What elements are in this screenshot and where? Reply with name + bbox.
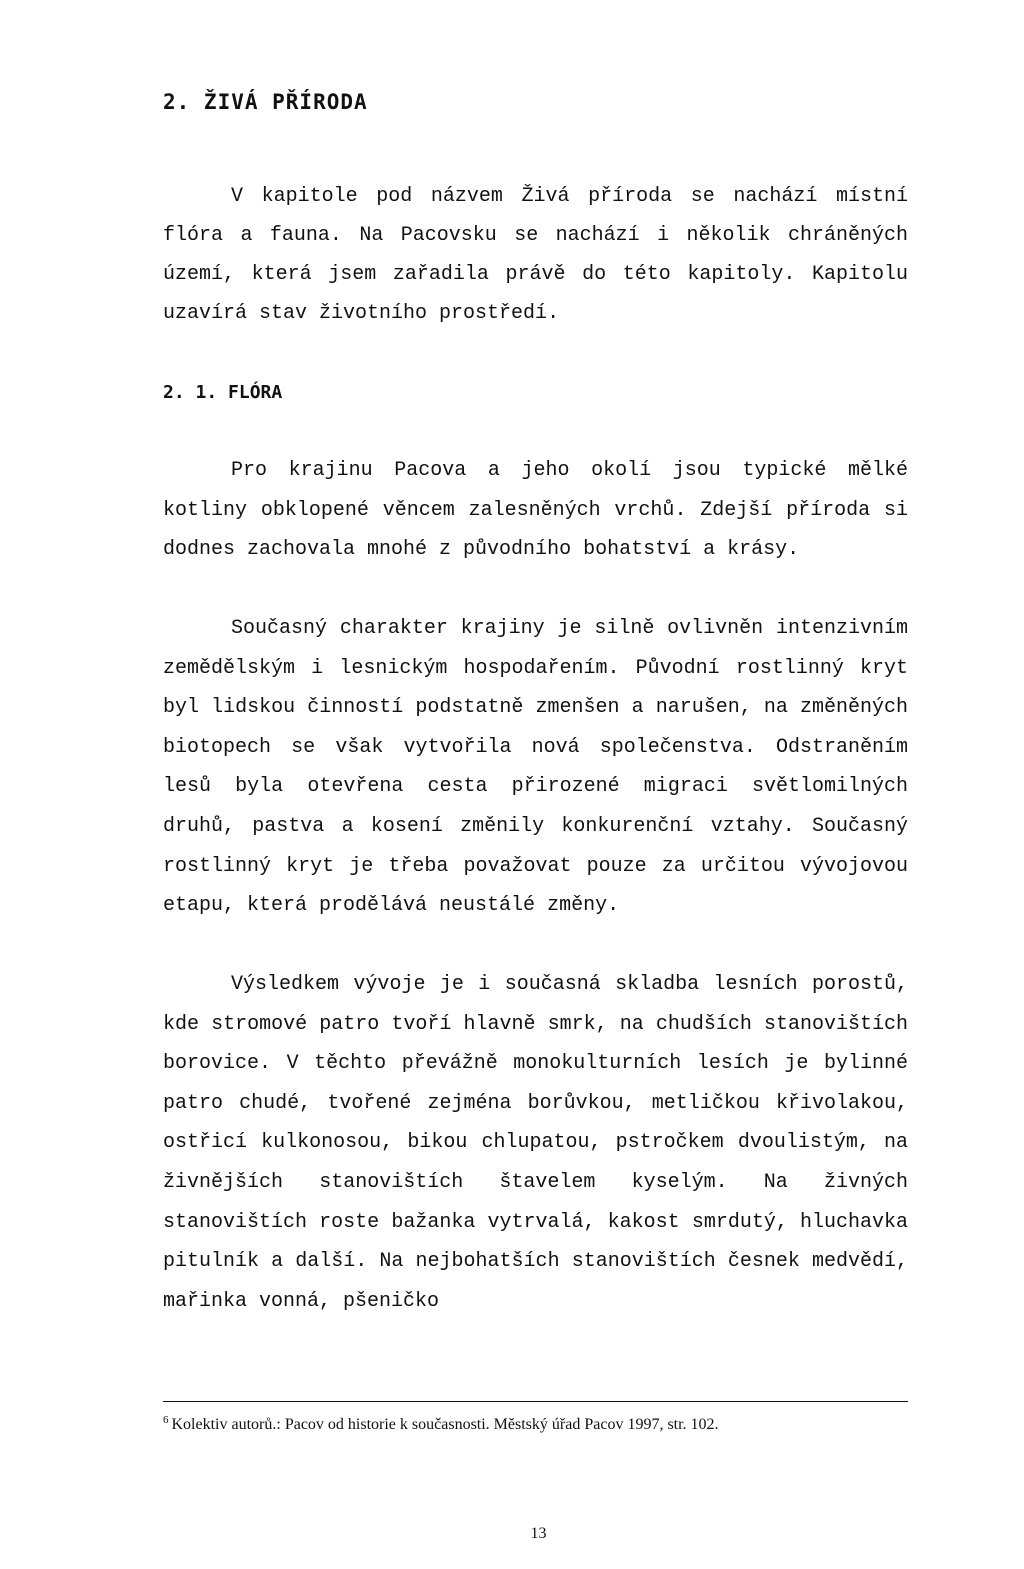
intro-paragraph: V kapitole pod názvem Živá příroda se nachází místní flóra a fauna. Na Pacovsku se nachází i několik chráněných území, která jsem zařadila právě do této kapitoly. Kapitolu uzavírá stav životního prostředí. bbox=[163, 185, 908, 325]
footnote-marker: 6 bbox=[163, 1414, 169, 1426]
footnote-text: Kolektiv autorů.: Pacov od historie k současnosti. Městský úřad Pacov 1997, str. 102. bbox=[171, 1416, 719, 1433]
footnote bbox=[163, 1414, 923, 1434]
flora-paragraph-1: Pro krajinu Pacova a jeho okolí jsou typické mělké kotliny obklopené věncem zalesněných vrchů. Zdejší příroda si dodnes zachovala mnohé z původního bohatství a krásy. bbox=[163, 459, 908, 562]
flora-paragraph-3: Výsledkem vývoje je i současná skladba lesních porostů, kde stromové patro tvoří hlavně smrk, na chudších stanovištích borovice. V těchto převážně monokulturních lesích je bylinné patro chudé, tvořené zejména borůvkou, metličkou křivolakou, ostřicí kulkonosou, bikou chlupatou, pstročkem dvoulistým, na živnějších stanovištích štavelem kyselým. Na živných stanovištích roste bažanka vytrvalá, kakost smrdutý, hluchavka pitulník a další. Na nejbohatších stanovištích česnek medvědí, mařinka vonná, pšeničko bbox=[163, 973, 908, 1313]
footnote-divider bbox=[163, 1401, 908, 1402]
page-number: 13 bbox=[530, 1525, 547, 1542]
flora-paragraph-2: Současný charakter krajiny je silně ovlivněn intenzivním zemědělským i lesnickým hospodařením. Původní rostlinný kryt byl lidskou činností podstatně zmenšen a narušen, na změněných biotopech se však vytvořila nová společenstva. Odstraněním lesů byla otevřena cesta přirozené migraci světlomilných druhů, pastva a kosení změnily konkurenční vztahy. Současný rostlinný kryt je třeba považovat pouze za určitou vývojovou etapu, která prodělává neustálé změny. bbox=[163, 617, 908, 918]
section-heading: 2. 1. FLÓRA bbox=[163, 382, 283, 403]
chapter-heading: 2. ŽIVÁ PŘÍRODA bbox=[163, 90, 368, 114]
